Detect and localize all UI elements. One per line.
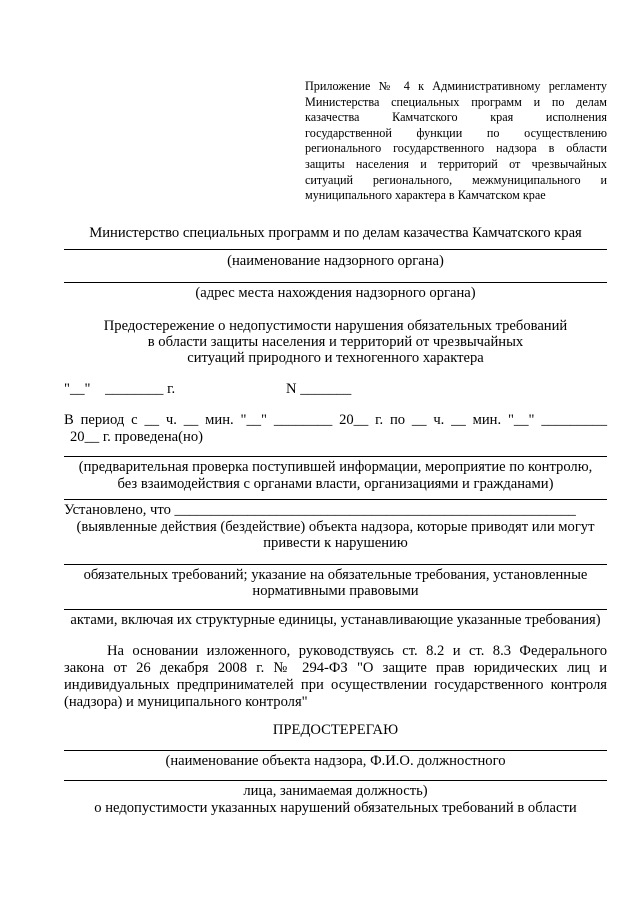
ministry-name: Министерство специальных программ и по делам казачества Камчатского края — [89, 225, 582, 241]
divider-line — [64, 282, 607, 283]
divider-line — [64, 499, 607, 500]
divider-line — [64, 564, 607, 565]
appendix-note — [305, 79, 607, 204]
object-caption: (наименование объекта надзора, Ф.И.О. должностного — [165, 753, 506, 769]
appendix-line: Приложение № 4 к Административному регламенту — [305, 79, 607, 93]
document-title-line: ситуаций природного и техногенного характера — [187, 350, 484, 366]
divider-line — [64, 249, 607, 250]
divider-line — [64, 456, 607, 457]
basis-line: индивидуальных предпринимателей при осуществлении государственного контроля — [64, 677, 607, 693]
period-line: В период с __ ч. __ мин. "__" ________ 20__ г. по __ ч. __ мин. "__" _________ — [64, 412, 607, 428]
document-title-line: в области защиты населения и территорий от чрезвычайных — [147, 334, 524, 350]
final-line: о недопустимости указанных нарушений обязательных требований в области — [94, 800, 577, 816]
acts-caption: актами, включая их структурные единицы, устанавливающие указанные требования) — [70, 612, 601, 628]
appendix-line: ситуаций регионального, межмуниципального и — [305, 172, 607, 187]
check-caption-line: (предварительная проверка поступившей информации, мероприятие по контролю, — [78, 459, 593, 475]
violations-caption-line: привести к нарушению — [263, 535, 408, 551]
document-number: N _______ — [286, 381, 352, 397]
requirements-caption-line: обязательных требований; указание на обязательные требования, установленные — [83, 567, 588, 583]
divider-line — [64, 609, 607, 610]
requirements-caption-line: нормативными правовыми — [252, 583, 419, 599]
appendix-line: регионального государственного надзора в области — [305, 141, 607, 156]
basis-paragraph — [64, 643, 607, 711]
warning-heading: ПРЕДОСТЕРЕГАЮ — [272, 722, 399, 738]
violations-caption-line: (выявленные действия (бездействие) объекта надзора, которые приводят или могут — [76, 519, 595, 535]
basis-line: закона от 26 декабря 2008 г. № 294-ФЗ "О защите прав юридических лиц и — [64, 660, 607, 676]
position-caption: лица, занимаемая должность) — [243, 783, 428, 799]
document-title-line: Предостережение о недопустимости нарушения обязательных требований — [103, 318, 568, 334]
appendix-line: казачества Камчатского края исполнения — [305, 110, 607, 125]
appendix-line: государственной функции по осуществлению — [305, 125, 607, 140]
appendix-line: муниципального характера в Камчатском крае — [305, 188, 546, 203]
established-line: Установлено, что _______________________________________________________ — [64, 502, 576, 518]
appendix-line: Министерства специальных программ и по делам — [305, 94, 607, 109]
divider-line — [64, 780, 607, 781]
address-caption: (адрес места нахождения надзорного органа) — [195, 285, 476, 301]
basis-line: На основании изложенного, руководствуясь ст. 8.2 и ст. 8.3 Федерального — [107, 643, 607, 659]
check-caption-line: без взаимодействия с органами власти, организациями и гражданами) — [117, 476, 554, 492]
period-line: 20__ г. проведена(но) — [70, 429, 203, 445]
divider-line — [64, 750, 607, 751]
authority-caption: (наименование надзорного органа) — [227, 253, 444, 269]
basis-line: (надзора) и муниципального контроля" — [64, 694, 308, 710]
period-block — [64, 412, 607, 446]
document-date: "__" ________ г. — [64, 381, 176, 397]
appendix-line: защиты населения и территорий от чрезвычайных — [305, 156, 607, 171]
